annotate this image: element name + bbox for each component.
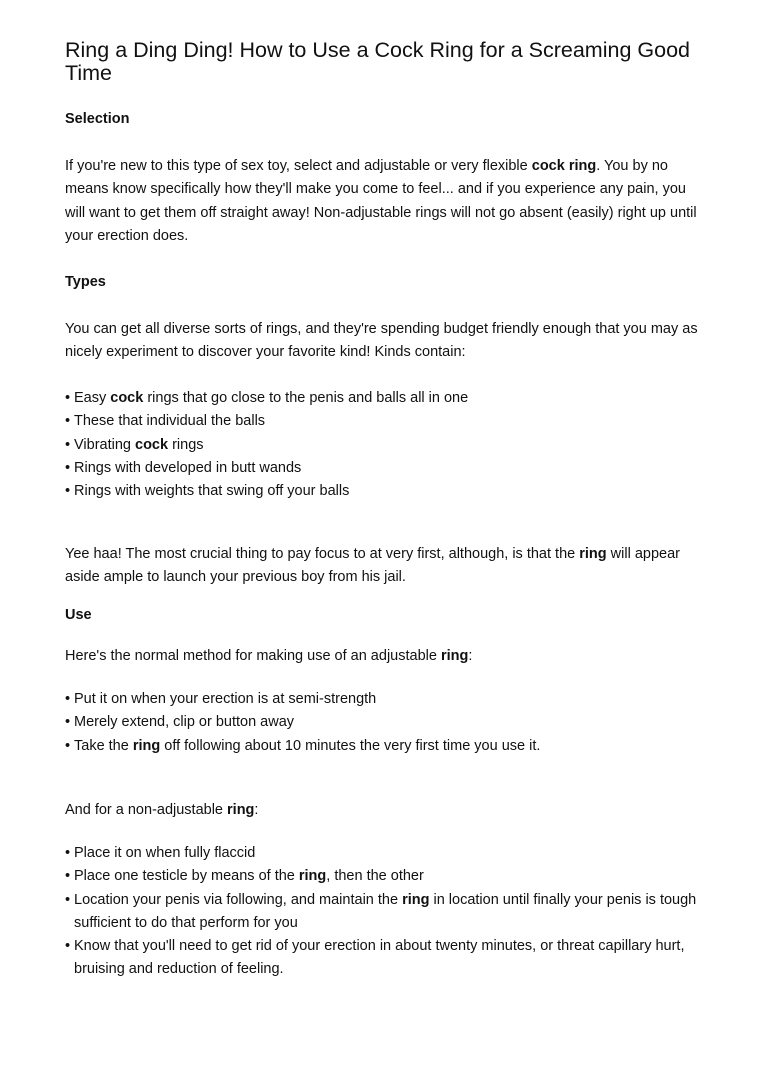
list-item-bold: ring xyxy=(402,891,430,908)
use-intro xyxy=(65,645,705,668)
list-item xyxy=(65,735,705,758)
use-intro2-text-1: And for a non-adjustable xyxy=(65,802,228,818)
list-item xyxy=(65,842,705,865)
list-item-text: Merely extend, clip or button away xyxy=(74,714,295,731)
list-item-bold: cock xyxy=(110,390,144,406)
bullet-icon: • xyxy=(65,868,71,885)
page-title: Ring a Ding Ding! How to Use a Cock Ring for a Screaming Good Time xyxy=(65,38,690,85)
bullet-icon: • xyxy=(65,483,71,500)
list-item-text-end: rings xyxy=(168,436,204,453)
list-item-text-end: off following about 10 minutes the very first time you use it. xyxy=(160,737,541,754)
selection-text-1: If you're new to this type of sex toy, select and adjustable or very flexible xyxy=(65,158,532,174)
types-list xyxy=(65,387,705,503)
list-item-text: Put it on when your erection is at semi-strength xyxy=(74,691,377,707)
use-intro-bold: ring xyxy=(440,648,469,664)
list-item-text: Take the xyxy=(74,737,133,754)
use-intro-text-2: : xyxy=(468,648,473,664)
list-item-text-end: , then the other xyxy=(326,868,424,885)
bullet-icon: • xyxy=(65,390,71,406)
list-item-text-end: rings that go close to the penis and balls all in one xyxy=(143,390,469,406)
use-intro-nonadjustable xyxy=(65,799,705,822)
section-heading-use: Use xyxy=(65,607,92,623)
list-item-text: These that individual the balls xyxy=(74,413,266,430)
list-item-text: Place one testicle by means of the xyxy=(74,868,299,885)
list-item xyxy=(65,865,705,888)
list-item xyxy=(65,889,705,936)
closing-text-2: will appear aside ample to launch your previous boy from his jail. xyxy=(65,546,680,586)
list-item-bold: ring xyxy=(132,737,161,754)
list-item-text: Location your penis via following, and maintain the xyxy=(74,891,403,908)
bullet-icon: • xyxy=(65,691,71,707)
list-item xyxy=(65,935,705,982)
list-item-bold: ring xyxy=(298,868,327,885)
list-item xyxy=(65,688,705,711)
types-closing-paragraph xyxy=(65,543,705,590)
list-item-text: Know that you'll need to get rid of your erection in about twenty minutes, or threat capillary hurt, bruising and reduction of feeling. xyxy=(74,938,685,978)
list-item-text: Rings with weights that swing off your balls xyxy=(74,483,350,500)
use-adjustable-list xyxy=(65,688,705,758)
list-item-text: Vibrating xyxy=(74,436,135,453)
list-item xyxy=(65,457,705,480)
list-item xyxy=(65,711,705,734)
types-paragraph: You can get all diverse sorts of rings, and they're spending budget friendly enough that you may as nicely experiment to discover your favorite kind! Kinds contain: xyxy=(65,321,698,361)
selection-text-bold: cock ring xyxy=(531,158,597,174)
bullet-icon: • xyxy=(65,436,71,453)
closing-text-1: Yee haa! The most crucial thing to pay focus to at very first, although, is that the xyxy=(65,546,580,562)
list-item-bold: cock xyxy=(135,436,169,453)
use-intro2-text-2: : xyxy=(254,802,259,818)
bullet-icon: • xyxy=(65,714,71,731)
use-nonadjustable-list xyxy=(65,842,705,982)
bullet-icon: • xyxy=(65,459,71,476)
bullet-icon: • xyxy=(65,737,71,754)
list-item xyxy=(65,387,705,410)
list-item-text-end: in location until finally your penis is tough sufficient to do that perform for you xyxy=(74,891,697,931)
list-item-text: Easy xyxy=(74,390,111,406)
list-item-text: Rings with developed in butt wands xyxy=(74,459,302,476)
bullet-icon: • xyxy=(65,413,71,430)
use-intro2-bold: ring xyxy=(227,802,255,818)
bullet-icon: • xyxy=(65,891,71,908)
use-intro-text-1: Here's the normal method for making use of an adjustable xyxy=(65,648,441,664)
section-heading-types: Types xyxy=(65,274,106,290)
list-item xyxy=(65,410,705,433)
bullet-icon: • xyxy=(65,845,71,861)
selection-text-2: . You by no means know specifically how they'll make you come to feel... and if you experience any pain, you will want to get them off straight away! Non-adjustable rings will not go absent (easily) right up until your erection does. xyxy=(65,158,697,244)
bullet-icon: • xyxy=(65,938,71,955)
list-item-text: Place it on when fully flaccid xyxy=(74,845,256,861)
list-item xyxy=(65,434,705,457)
selection-paragraph xyxy=(65,155,705,248)
section-heading-selection: Selection xyxy=(65,111,130,127)
list-item xyxy=(65,480,705,503)
closing-text-bold: ring xyxy=(579,546,607,562)
